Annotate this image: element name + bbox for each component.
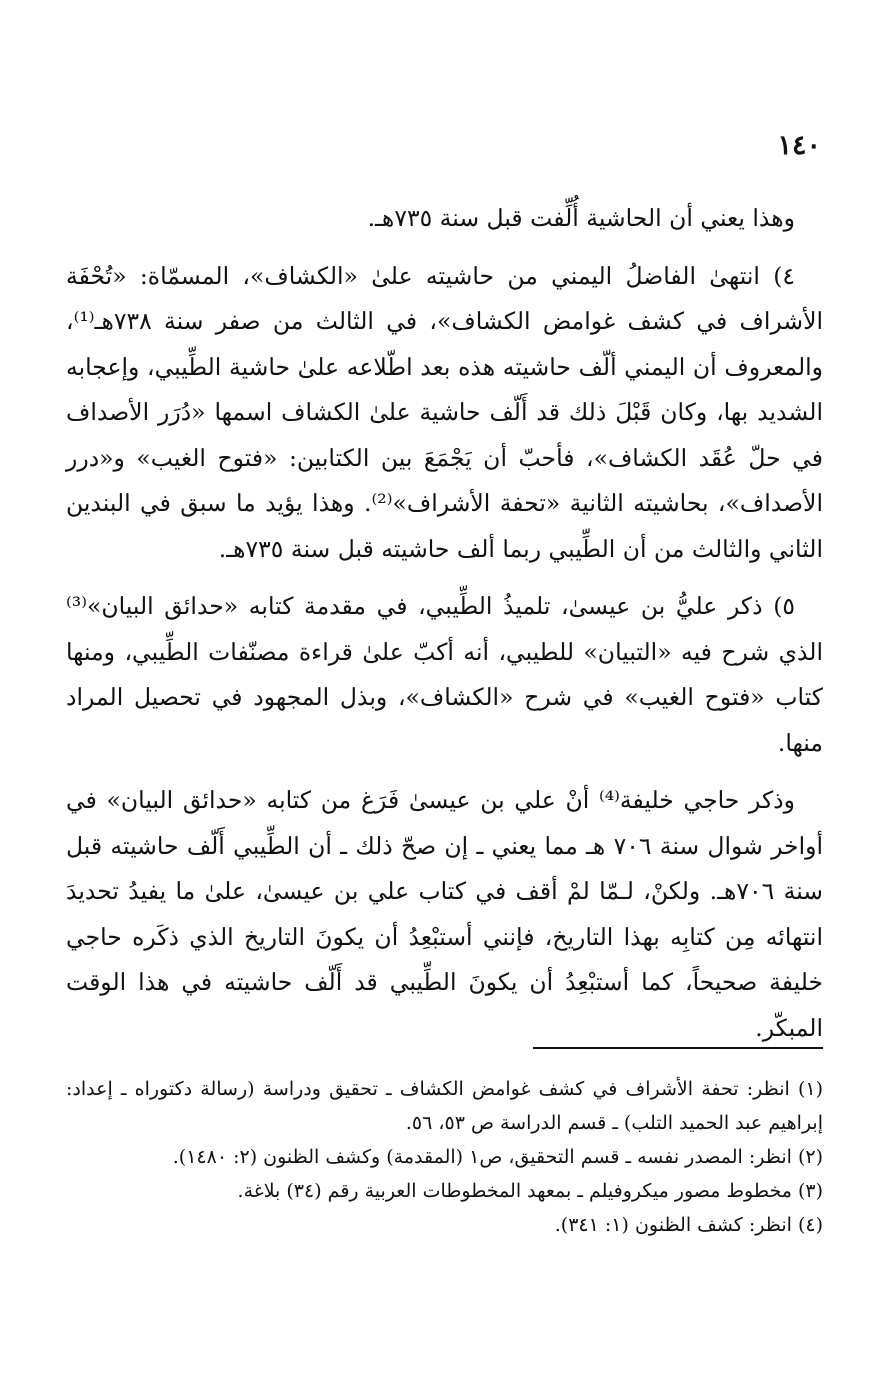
paragraph-haji-khalifa: وذكر حاجي خليفة⁽⁴⁾ أنْ علي بن عيسىٰ فَرَغ من كتابه «حدائق البيان» في أواخر شوال سنة ٧٠٦ هـ مما يعني ـ إن صحّ ذلك ـ أن الطِّيبي أَلّف حاشيته قبل سنة ٧٠٦هـ. ولكنْ، لـمّا لمْ أقف في كتاب علي بن عيسىٰ، علىٰ ما يفيدُ تحديدَ انتهائه مِن كتابِه بهذا التاريخ، فإنني أستبْعِدُ أن يكونَ التاريخ الذي ذكَره حاجي خليفة صحيحاً، كما أستبْعِدُ أن يكونَ الطِّيبي قد أَلّف حاشيته في هذا الوقت المبكّر. <box>66 786 823 1042</box>
paragraph-point-4: ٤) انتهىٰ الفاضلُ اليمني من حاشيته علىٰ «الكشاف»، المسمّاة: «تُحْفَة الأشراف في كشف غوامض الكشاف»، في الثالث من صفر سنة ٧٣٨هـ⁽¹⁾، والمعروف أن اليمني ألّف حاشيته هذه بعد اطّلاعه علىٰ حاشية الطِّيبي، وإعجابه الشديد بها، وكان قَبْلَ ذلك قد أَلّف حاشية علىٰ الكشاف اسمها «دُرَر الأصداف في حلّ عُقَد الكشاف»، فأحبّ أن يَجْمَعَ بين الكتابين: «فتوح الغيب» و«درر الأصداف»، بحاشيته الثانية «تحفة الأشراف»⁽²⁾. وهذا يؤيد ما سبق في البندين الثاني والثالث من أن الطِّيبي ربما ألف حاشيته قبل سنة ٧٣٥هـ. <box>66 261 823 563</box>
paragraph-conclusion: وهذا يعني أن الحاشية أُلِّفت قبل سنة ٧٣٥هـ. <box>367 204 795 232</box>
footnote-4: (٤) انظر: كشف الظنون (١: ٣٤١). <box>554 1214 823 1236</box>
footnote-2: (٢) انظر: المصدر نفسه ـ قسم التحقيق، ص١ (المقدمة) وكشف الظنون (٢: ١٤٨٠). <box>172 1146 823 1168</box>
page-number: ١٤٠ <box>777 130 821 161</box>
paragraph-point-5: ٥) ذكر عليُّ بن عيسىٰ، تلميذُ الطِّيبي، في مقدمة كتابه «حدائق البيان»⁽³⁾ الذي شرح فيه «التبيان» للطيبي، أنه أكبّ علىٰ قراءة مصنّفات الطِّيبي، ومنها كتاب «فتوح الغيب» في شرح «الكشاف»، وبذل المجهود في تحصيل المراد منها. <box>66 592 823 757</box>
footnote-3: (٣) مخطوط مصور ميكروفيلم ـ بمعهد المخطوطات العربية رقم (٣٤) بلاغة. <box>237 1180 823 1202</box>
footnote-separator <box>533 1047 823 1049</box>
main-text <box>66 196 823 1051</box>
footnotes <box>66 1072 823 1242</box>
footnote-1: (١) انظر: تحفة الأشراف في كشف غوامض الكشاف ـ تحقيق ودراسة (رسالة دكتوراه ـ إعداد: إبراهيم عبد الحميد التلب) ـ قسم الدراسة ص ٥٣، ٥٦. <box>66 1078 823 1134</box>
